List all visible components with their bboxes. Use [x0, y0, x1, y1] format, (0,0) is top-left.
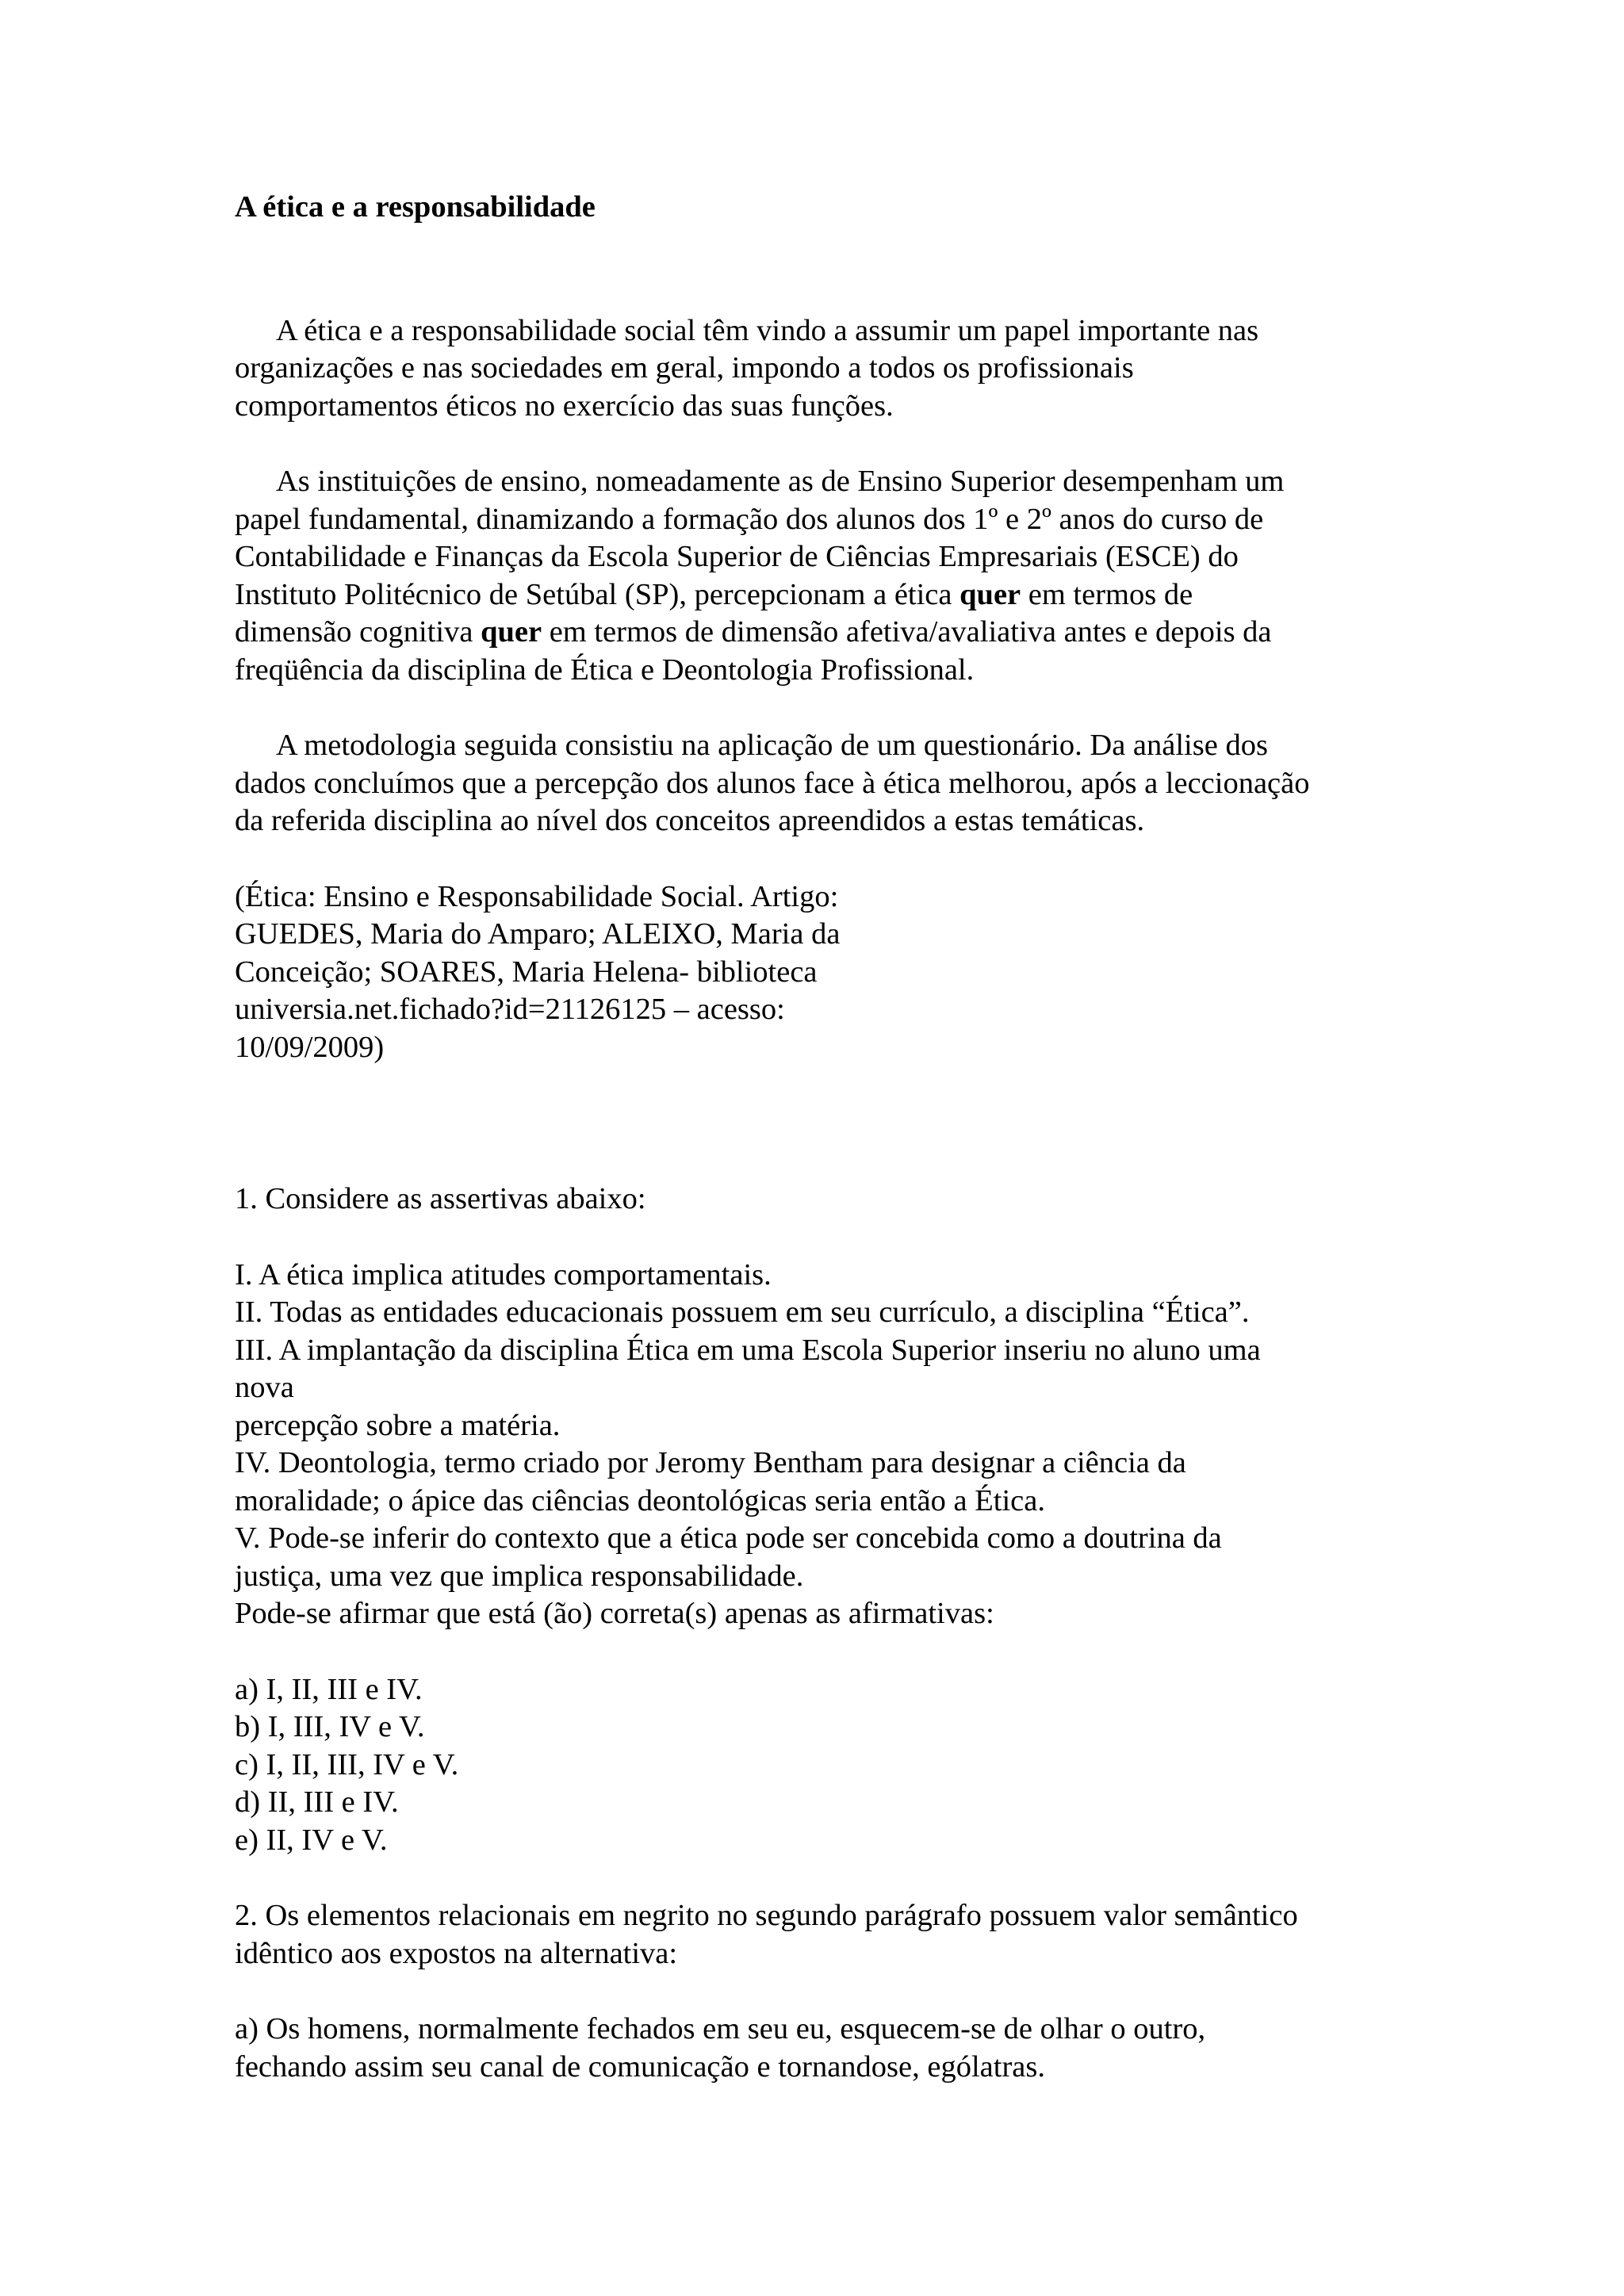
answer-option: b) I, III, IV e V.: [235, 1710, 425, 1743]
text-line: dados concluímos que a percepção dos alunos face à ética melhorou, após a leccionação: [235, 766, 1310, 800]
text-line: organizações e nas sociedades em geral, impondo a todos os profissionais: [235, 351, 1134, 385]
statement-line: percepção sobre a matéria.: [235, 1408, 561, 1442]
spacer: [235, 1973, 1408, 2011]
spacer: [235, 425, 1408, 463]
bold-connective: quer: [481, 615, 542, 649]
question-1: [235, 1181, 1408, 1859]
statement-line: IV. Deontologia, termo criado por Jeromy Bentham para designar a ciência da: [235, 1446, 1186, 1479]
statement-line: Pode-se afirmar que está (ão) correta(s) apenas as afirmativas:: [235, 1597, 994, 1630]
statement-line: III. A implantação da disciplina Ética em uma Escola Superior inseriu no aluno uma: [235, 1333, 1261, 1367]
text-line: A metodologia seguida consistiu na aplicação de um questionário. Da análise dos: [276, 729, 1268, 762]
statement-line: V. Pode-se inferir do contexto que a ética pode ser concebida como a doutrina da: [235, 1521, 1222, 1555]
paragraph-1: [235, 312, 1408, 426]
spacer: [235, 689, 1408, 727]
text-run: dimensão cognitiva: [235, 615, 481, 649]
text-line: comportamentos éticos no exercício das suas funções.: [235, 388, 894, 423]
statement-line: II. Todas as entidades educacionais possuem em seu currículo, a disciplina “Ética”.: [235, 1295, 1250, 1329]
text-line: As instituições de ensino, nomeadamente as de Ensino Superior desempenham um: [276, 465, 1285, 498]
answer-option: c) I, II, III, IV e V.: [235, 1747, 459, 1781]
citation-line: 10/09/2009): [235, 1030, 385, 1064]
text-line: [235, 576, 1408, 614]
citation-line: GUEDES, Maria do Amparo; ALEIXO, Maria da: [235, 917, 841, 951]
citation-line: (Ética: Ensino e Responsabilidade Social. Artigo:: [235, 879, 839, 913]
text-line: papel fundamental, dinamizando a formação dos alunos dos 1º e 2º anos do curso de: [235, 502, 1264, 536]
spacer: [235, 1633, 1408, 1671]
statement-line: moralidade; o ápice das ciências deontológicas seria então a Ética.: [235, 1483, 1045, 1517]
paragraph-2: [235, 463, 1408, 689]
paragraph-3: [235, 727, 1408, 840]
statement-line: justiça, uma vez que implica responsabilidade.: [235, 1559, 804, 1593]
question-2: [235, 1897, 1408, 2086]
statement-line: nova: [235, 1371, 294, 1404]
citation-line: universia.net.fichado?id=21126125 – acesso:: [235, 993, 785, 1026]
spacer: [235, 227, 1408, 312]
bold-connective: quer: [959, 577, 1021, 611]
answer-option: a) Os homens, normalmente fechados em seu eu, esquecem-se de olhar o outro,: [235, 2012, 1206, 2045]
text-line: freqüência da disciplina de Ética e Deontologia Profissional.: [235, 652, 975, 687]
document-page: [235, 189, 1408, 2086]
spacer: [235, 840, 1408, 878]
spacer: [235, 1859, 1408, 1897]
text-run: em termos de dimensão afetiva/avaliativa antes e depois da: [542, 615, 1272, 649]
spacer: [235, 1066, 1408, 1181]
text-run: em termos de: [1021, 577, 1193, 611]
question-prompt: 1. Considere as assertivas abaixo:: [235, 1182, 646, 1215]
text-line: Contabilidade e Finanças da Escola Superior de Ciências Empresariais (ESCE) do: [235, 540, 1239, 573]
question-prompt: idêntico aos expostos na alternativa:: [235, 1936, 678, 1970]
document-title: A ética e a responsabilidade: [235, 190, 596, 224]
spacer: [235, 1219, 1408, 1257]
text-line: A ética e a responsabilidade social têm vindo a assumir um papel importante nas: [276, 313, 1259, 347]
statement-line: I. A ética implica atitudes comportamentais.: [235, 1257, 772, 1292]
answer-option: e) II, IV e V.: [235, 1823, 388, 1857]
answer-option: d) II, III e IV.: [235, 1785, 399, 1819]
citation-line: Conceição; SOARES, Maria Helena- biblioteca: [235, 955, 818, 989]
text-run: Instituto Politécnico de Setúbal (SP), percepcionam a ética: [235, 577, 960, 611]
text-line: da referida disciplina ao nível dos conceitos apreendidos a estas temáticas.: [235, 804, 1145, 837]
citation: [235, 878, 1408, 1067]
text-line: [235, 614, 1408, 652]
answer-option: fechando assim seu canal de comunicação e tornandose, ególatras.: [235, 2049, 1045, 2084]
answer-option: a) I, II, III e IV.: [235, 1672, 423, 1706]
question-prompt: 2. Os elementos relacionais em negrito no segundo parágrafo possuem valor semântico: [235, 1899, 1298, 1932]
